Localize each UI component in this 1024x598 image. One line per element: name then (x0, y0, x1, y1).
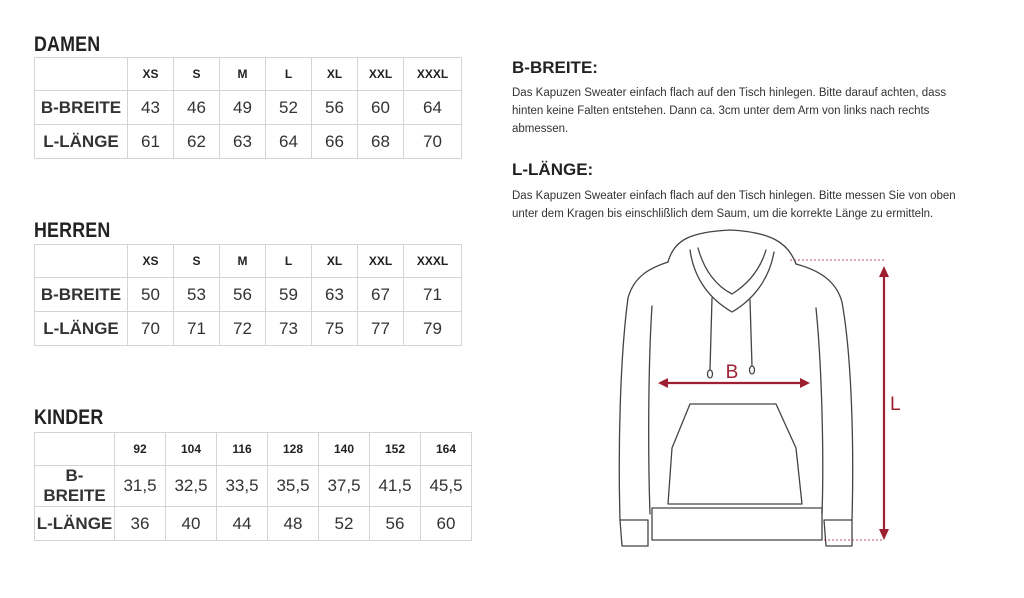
laenge-measure (790, 260, 889, 540)
laenge-line: unter dem Kragen bis einschlißlich dem Saum, um die korrekte Länge zu ermitteln. (512, 208, 934, 220)
laenge-line: Das Kapuzen Sweater einfach flach auf den Tisch hinlegen. Bitte messen Sie von oben (512, 190, 956, 202)
table-cell: 71 (404, 278, 462, 312)
table-cell: 67 (358, 278, 404, 312)
size-header: XS (128, 245, 174, 278)
table-corner (35, 245, 128, 278)
table-cell: 66 (312, 125, 358, 159)
hoodie-diagram (590, 228, 910, 558)
table-cell: 75 (312, 312, 358, 346)
size-header: XXL (358, 58, 404, 91)
hem-band (652, 508, 822, 540)
herren-size-table (34, 244, 462, 346)
table-cell: 61 (128, 125, 174, 159)
drawstring-left (710, 298, 712, 370)
damen-size-table (34, 57, 462, 159)
size-header: 128 (268, 433, 319, 466)
laenge-arrow-head-bottom (879, 529, 889, 540)
table-corner (35, 433, 115, 466)
size-header: 116 (217, 433, 268, 466)
laenge-heading: L-LÄNGE: (512, 160, 594, 179)
breite-letter: B (725, 362, 739, 383)
row-label-breite: B-BREITE (35, 466, 115, 507)
row-label-breite: B-BREITE (35, 278, 128, 312)
left-body-side (649, 306, 652, 514)
left-cuff (620, 520, 648, 546)
table-cell: 50 (128, 278, 174, 312)
table-cell: 59 (266, 278, 312, 312)
laenge-arrow-head-top (879, 266, 889, 277)
table-cell: 60 (358, 91, 404, 125)
breite-arrow-head-right (800, 378, 810, 388)
table-cell: 31,5 (115, 466, 166, 507)
size-header: L (266, 245, 312, 278)
table-cell: 63 (220, 125, 266, 159)
table-cell: 49 (220, 91, 266, 125)
size-header: M (220, 245, 266, 278)
table-cell: 35,5 (268, 466, 319, 507)
table-corner (35, 58, 128, 91)
size-header: 92 (115, 433, 166, 466)
table-cell: 40 (166, 507, 217, 541)
table-cell: 73 (266, 312, 312, 346)
table-cell: 56 (312, 91, 358, 125)
size-header: S (174, 245, 220, 278)
row-label-laenge: L-LÄNGE (35, 312, 128, 346)
table-cell: 56 (370, 507, 421, 541)
table-cell: 64 (266, 125, 312, 159)
size-header: M (220, 58, 266, 91)
table-cell: 70 (404, 125, 462, 159)
size-header: L (266, 58, 312, 91)
table-cell: 64 (404, 91, 462, 125)
table-cell: 45,5 (421, 466, 472, 507)
table-cell: 68 (358, 125, 404, 159)
kinder-title: KINDER (34, 406, 104, 429)
table-cell: 62 (174, 125, 220, 159)
right-cuff (824, 520, 852, 546)
table-cell: 46 (174, 91, 220, 125)
table-cell: 63 (312, 278, 358, 312)
table-cell: 56 (220, 278, 266, 312)
table-cell: 70 (128, 312, 174, 346)
drawstring-tip-left (708, 370, 713, 378)
size-header: XXL (358, 245, 404, 278)
hoodie-outline (619, 230, 852, 546)
laenge-letter: L (890, 394, 901, 415)
drawstring-right (750, 300, 752, 366)
size-header: 140 (319, 433, 370, 466)
table-cell: 60 (421, 507, 472, 541)
size-header: 104 (166, 433, 217, 466)
table-cell: 36 (115, 507, 166, 541)
right-sleeve-outer (796, 264, 853, 520)
row-label-breite: B-BREITE (35, 91, 128, 125)
drawstring-tip-right (750, 366, 755, 374)
kangaroo-pocket (668, 404, 802, 504)
herren-title: HERREN (34, 219, 111, 242)
size-header: 164 (421, 433, 472, 466)
breite-line: abmessen. (512, 123, 569, 135)
table-cell: 53 (174, 278, 220, 312)
size-header: XL (312, 58, 358, 91)
table-cell: 79 (404, 312, 462, 346)
row-label-laenge: L-LÄNGE (35, 125, 128, 159)
breite-line: hinten keine Falten entstehen. Dann ca. 3cm unter dem Arm von links nach rechts (512, 105, 930, 117)
table-cell: 71 (174, 312, 220, 346)
size-header: XL (312, 245, 358, 278)
table-cell: 52 (266, 91, 312, 125)
table-cell: 37,5 (319, 466, 370, 507)
row-label-laenge: L-LÄNGE (35, 507, 115, 541)
table-cell: 52 (319, 507, 370, 541)
table-cell: 72 (220, 312, 266, 346)
size-header: XS (128, 58, 174, 91)
breite-arrow-head-left (658, 378, 668, 388)
size-header: XXXL (404, 58, 462, 91)
table-cell: 41,5 (370, 466, 421, 507)
right-body-side (816, 308, 823, 514)
breite-line: Das Kapuzen Sweater einfach flach auf den Tisch hinlegen. Bitte darauf achten, dass (512, 87, 947, 99)
breite-instructions (512, 84, 946, 138)
hood-opening (690, 250, 774, 312)
laenge-instructions (512, 187, 956, 223)
size-header: S (174, 58, 220, 91)
table-cell: 33,5 (217, 466, 268, 507)
left-sleeve-outer (619, 262, 668, 520)
breite-heading: B-BREITE: (512, 58, 598, 77)
size-header: XXXL (404, 245, 462, 278)
hood-inner (698, 248, 766, 294)
table-cell: 44 (217, 507, 268, 541)
kinder-size-table (34, 432, 472, 541)
damen-title: DAMEN (34, 33, 101, 56)
table-cell: 43 (128, 91, 174, 125)
size-header: 152 (370, 433, 421, 466)
table-cell: 48 (268, 507, 319, 541)
table-cell: 32,5 (166, 466, 217, 507)
table-cell: 77 (358, 312, 404, 346)
hood-back (668, 230, 796, 264)
